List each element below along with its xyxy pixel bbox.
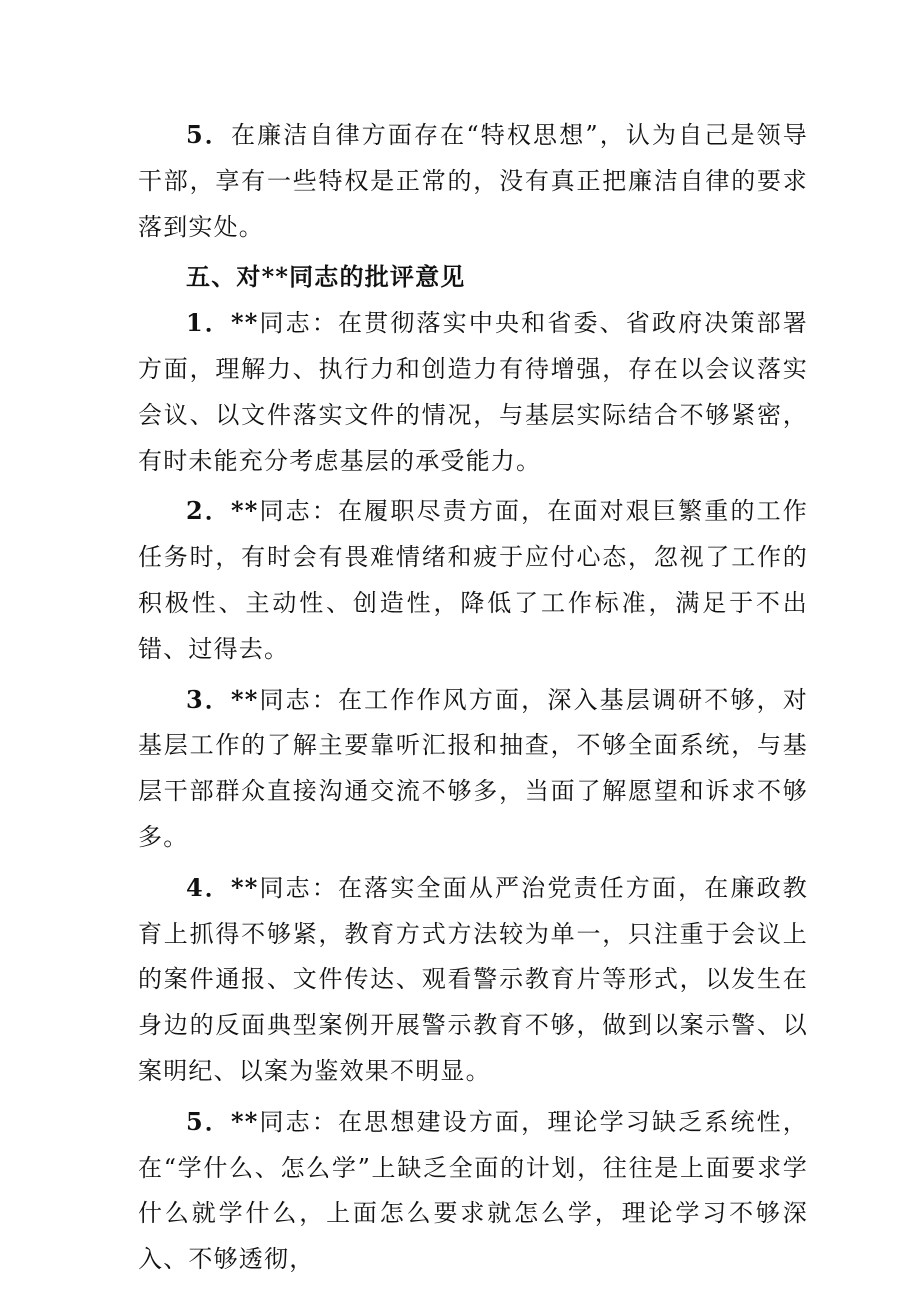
critique-paragraph-2 [138, 488, 808, 672]
comrade-name: ** [231, 872, 259, 902]
critique-paragraph-1 [138, 300, 808, 484]
paragraph-text: 同志：在思想建设方面，理论学习缺乏系统性，在“学什么、怎么学”上缺乏全面的计划，往往是上面要求学什么就学什么，上面怎么要求就怎么学，理论学习不够深入、不够透彻， [138, 1107, 808, 1274]
comrade-name: ** [231, 1106, 259, 1136]
paragraph-number: 4． [186, 872, 232, 902]
critique-paragraph-4 [138, 865, 808, 1095]
paragraph-text: 同志：在落实全面从严治党责任方面，在廉政教育上抓得不够紧，教育方式方法较为单一，只注重于会议上的案件通报、文件传达、观看警示教育片等形式，以发生在身边的反面典型案例开展警示教育不够，做到以案示警、以案明纪、以案为鉴效果不明显。 [138, 873, 808, 1085]
section-heading: 五、对**同志的批评意见 [186, 262, 466, 292]
comrade-name: ** [231, 308, 259, 338]
paragraph-text: 同志：在工作作风方面，深入基层调研不够，对基层工作的了解主要靠听汇报和抽查，不够全面系统，与基层干部群众直接沟通交流不够多，当面了解愿望和诉求不够多。 [138, 685, 808, 851]
paragraph-number: 5． [186, 120, 231, 149]
paragraph-number: 2． [186, 496, 232, 526]
critique-paragraph-3 [138, 677, 808, 861]
paragraph-text: 同志：在履职尽责方面，在面对艰巨繁重的工作任务时，有时会有畏难情绪和疲于应付心态，忽视了工作的积极性、主动性、创造性，降低了工作标准，满足于不出错、过得去。 [138, 497, 808, 663]
self-critique-paragraph-5 [138, 112, 808, 250]
paragraph-number: 5． [186, 1106, 232, 1136]
paragraph-number: 1． [186, 308, 232, 338]
comrade-name: ** [231, 496, 259, 526]
paragraph-text: 在廉洁自律方面存在“特权思想”，认为自己是领导干部，享有一些特权是正常的，没有真正把廉洁自律的要求落到实处。 [138, 121, 808, 241]
critique-paragraph-5 [138, 1099, 808, 1283]
paragraph-number: 3． [186, 684, 232, 714]
comrade-name: ** [231, 684, 259, 714]
paragraph-text: 同志：在贯彻落实中央和省委、省政府决策部署方面，理解力、执行力和创造力有待增强，存在以会议落实会议、以文件落实文件的情况，与基层实际结合不够紧密，有时未能充分考虑基层的承受能力。 [138, 309, 808, 475]
